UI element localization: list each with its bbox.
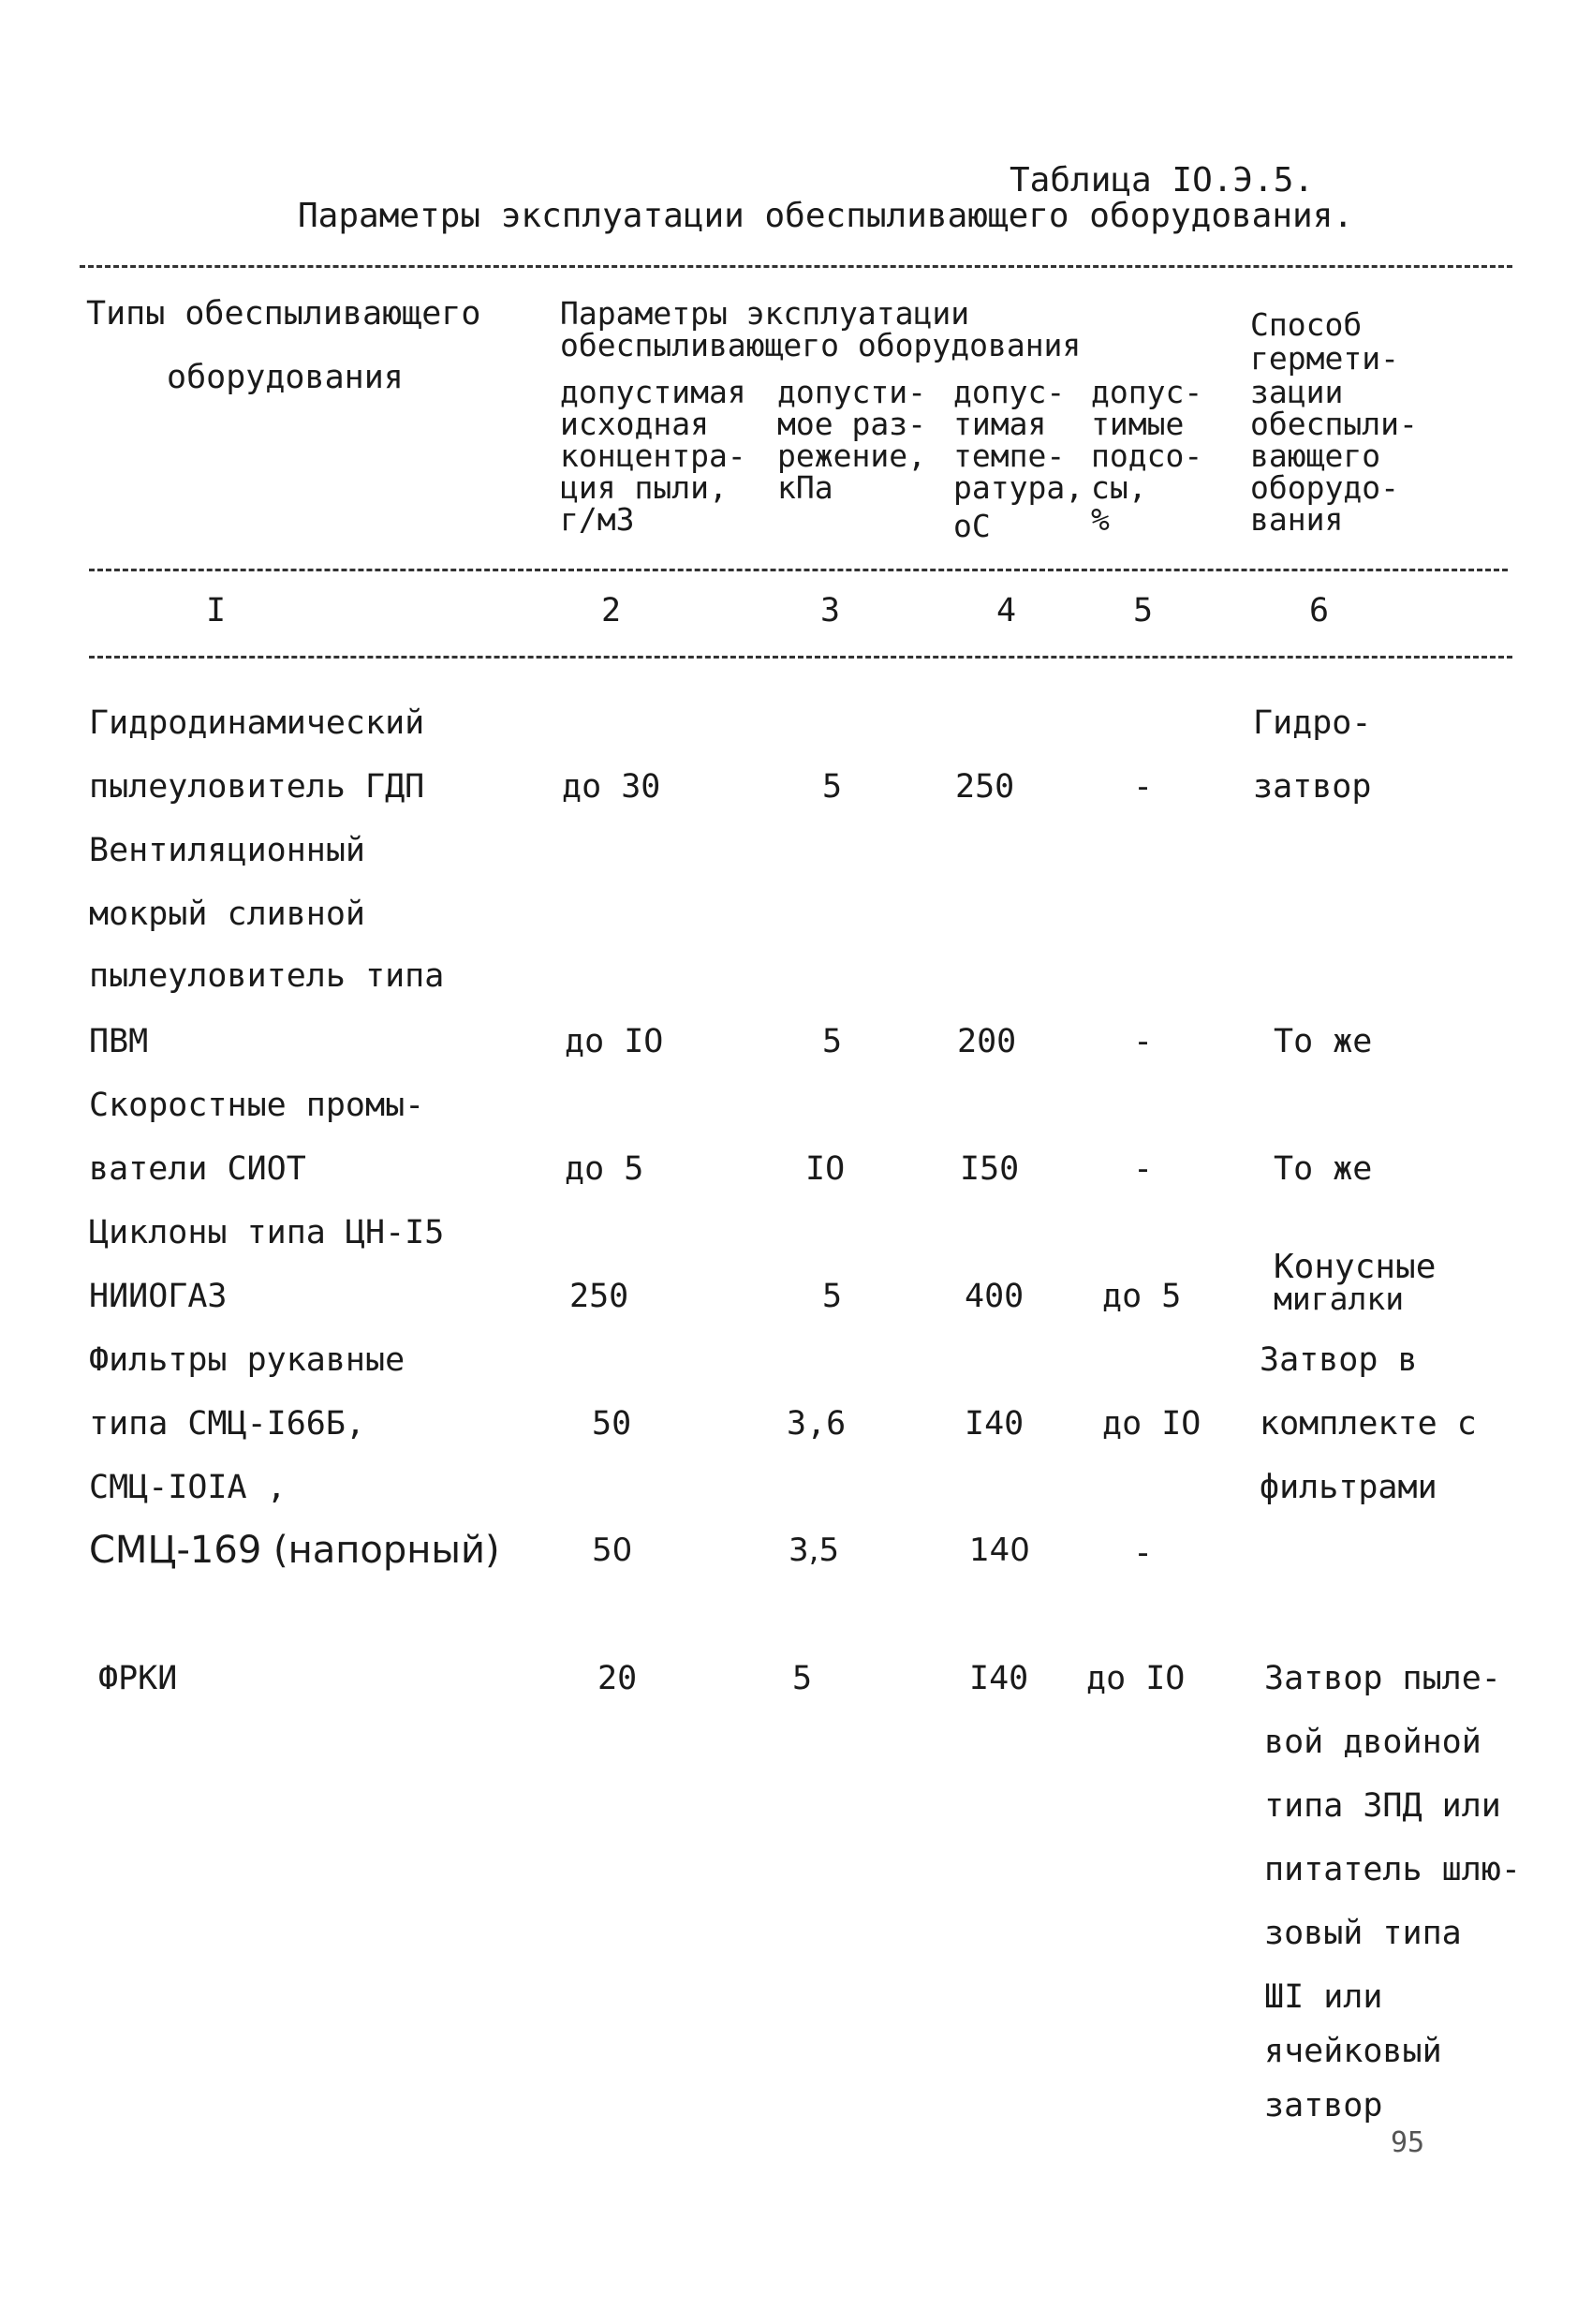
row7-sealing-line7: ячейковый xyxy=(1264,2033,1442,2070)
row3-sealing-line1: То же xyxy=(1274,1150,1373,1188)
row5-name-line2: типа СМЦ-I66Б, xyxy=(89,1405,366,1443)
row6-leakage: - xyxy=(1133,1534,1154,1572)
header-col6-line3: зации xyxy=(1250,374,1344,410)
row7-sealing-line8: затвор xyxy=(1264,2087,1383,2124)
row5-pressure: 3,6 xyxy=(787,1405,847,1443)
row4-name-line2: НИИОГАЗ xyxy=(89,1278,228,1315)
col-number-5: 5 xyxy=(1133,592,1154,629)
header-col2-line4: ция пыли, xyxy=(560,469,728,506)
header-col6-line2: гермети- xyxy=(1250,340,1399,377)
header-col6-line6: оборудо- xyxy=(1250,469,1399,506)
header-col4-line1: допус- xyxy=(953,374,1066,410)
row7-sealing-line4: питатель шлю- xyxy=(1264,1851,1521,1888)
col-number-1: I xyxy=(206,592,227,629)
header-col6-line4: обеспыли- xyxy=(1250,406,1418,442)
row2-temperature: 200 xyxy=(957,1023,1017,1060)
header-col6-line5: вающего xyxy=(1250,437,1381,474)
row5-temperature: I40 xyxy=(965,1405,1024,1443)
row1-name-line1: Гидродинамический xyxy=(89,704,425,742)
row7-sealing-line2: вой двойной xyxy=(1264,1724,1481,1761)
row7-temperature: I40 xyxy=(969,1660,1029,1697)
header-col2-line5: г/мЗ xyxy=(560,501,635,538)
row2-name-line4: ПВМ xyxy=(89,1023,149,1060)
row4-sealing-line1: Конусные xyxy=(1274,1248,1437,1286)
row4-sealing-line2: мигалки xyxy=(1274,1280,1405,1317)
header-col3-line1: допусти- xyxy=(777,374,926,410)
row5-concentration: 50 xyxy=(592,1405,632,1443)
row5-sealing-line2: комплекте с xyxy=(1260,1405,1477,1443)
header-col3-line4: кПа xyxy=(777,469,833,506)
row7-pressure: 5 xyxy=(792,1660,813,1697)
header-col5-line2: тимые xyxy=(1091,406,1185,442)
header-col1-line2: оборудования xyxy=(167,359,404,396)
row5-name-line3: СМЦ-IOIА , xyxy=(89,1469,287,1506)
row7-name-line1: ФРКИ xyxy=(98,1660,178,1697)
header-col4-line5: оС xyxy=(953,508,991,544)
row6-name-handwritten: СМЦ-169 (напорный) xyxy=(89,1529,500,1572)
header-col6-line1: Способ xyxy=(1250,306,1363,343)
row5-sealing-line1: Затвор в xyxy=(1260,1341,1418,1379)
header-col3-line3: режение, xyxy=(777,437,926,474)
row7-concentration: 20 xyxy=(597,1660,638,1697)
header-col6-line7: вания xyxy=(1250,501,1344,538)
header-col5-line3: подсо- xyxy=(1091,437,1203,474)
col-number-6: 6 xyxy=(1309,592,1330,629)
row6-concentration: 50 xyxy=(592,1532,633,1569)
row3-pressure: IO xyxy=(805,1150,846,1188)
row2-concentration: до IO xyxy=(565,1023,664,1060)
row4-temperature: 400 xyxy=(965,1278,1024,1315)
row7-leakage: до IO xyxy=(1086,1660,1186,1697)
header-top-rule xyxy=(80,265,1512,268)
row3-temperature: I50 xyxy=(960,1150,1020,1188)
row2-pressure: 5 xyxy=(822,1023,843,1060)
header-col2-line3: концентра- xyxy=(560,437,746,474)
row3-concentration: до 5 xyxy=(565,1150,644,1188)
table-title: Параметры эксплуатации обеспыливающего оборудования. xyxy=(298,197,1354,235)
row5-sealing-line3: фильтрами xyxy=(1260,1469,1437,1506)
row4-name-line1: Циклоны типа ЦН-I5 xyxy=(89,1214,445,1251)
row3-leakage: - xyxy=(1133,1150,1154,1188)
row2-name-line3: пылеуловитель типа xyxy=(89,957,445,995)
row6-temperature: 140 xyxy=(969,1532,1030,1569)
page-number: 95 xyxy=(1391,2126,1425,2159)
header-col5-line1: допус- xyxy=(1091,374,1203,410)
header-col4-line3: темпе- xyxy=(953,437,1066,474)
row3-name-line1: Скоростные промы- xyxy=(89,1087,425,1124)
numbering-bottom-rule xyxy=(89,656,1512,659)
row7-sealing-line5: зовый типа xyxy=(1264,1915,1462,1952)
row2-sealing-line1: То же xyxy=(1274,1023,1373,1060)
header-col2-line1: допустимая xyxy=(560,374,746,410)
header-col1-line1: Типы обеспыливающего xyxy=(86,295,481,333)
header-col3-line2: мое раз- xyxy=(777,406,926,442)
row5-name-line1: Фильтры рукавные xyxy=(89,1341,405,1379)
row1-concentration: до 30 xyxy=(562,768,661,806)
col-number-3: 3 xyxy=(820,592,841,629)
row4-pressure: 5 xyxy=(822,1278,843,1315)
header-col5-line4: сы, xyxy=(1091,469,1147,506)
header-col2-line2: исходная xyxy=(560,406,709,442)
header-group-line2: обеспыливающего оборудования xyxy=(560,327,1082,363)
row4-leakage: до 5 xyxy=(1102,1278,1182,1315)
row1-temperature: 250 xyxy=(955,768,1015,806)
row2-name-line2: мокрый сливной xyxy=(89,896,366,933)
row3-name-line2: ватели СИОТ xyxy=(89,1150,306,1188)
header-col4-line4: ратура, xyxy=(953,469,1084,506)
row7-sealing-line3: типа ЗПД или xyxy=(1264,1787,1501,1825)
header-col4-line2: тимая xyxy=(953,406,1047,442)
row7-sealing-line6: ШI или xyxy=(1264,1978,1383,2016)
row1-pressure: 5 xyxy=(822,768,843,806)
header-group-line1: Параметры эксплуатации xyxy=(560,295,970,332)
row7-sealing-line1: Затвор пыле- xyxy=(1264,1660,1501,1697)
header-bottom-rule xyxy=(89,569,1508,571)
row1-name-line2: пылеуловитель ГДП xyxy=(89,768,425,806)
header-col5-line5: % xyxy=(1091,501,1110,538)
col-number-4: 4 xyxy=(996,592,1017,629)
row1-sealing-line1: Гидро- xyxy=(1253,704,1372,742)
row6-pressure: 3,5 xyxy=(789,1532,840,1569)
row2-name-line1: Вентиляционный xyxy=(89,832,366,869)
col-number-2: 2 xyxy=(601,592,622,629)
row5-leakage: до IO xyxy=(1102,1405,1201,1443)
table-number: Таблица IO.Э.5. xyxy=(1010,161,1315,200)
row4-concentration: 250 xyxy=(569,1278,629,1315)
row1-sealing-line2: затвор xyxy=(1253,768,1372,806)
row1-leakage: - xyxy=(1133,768,1154,806)
row2-leakage: - xyxy=(1133,1023,1154,1060)
